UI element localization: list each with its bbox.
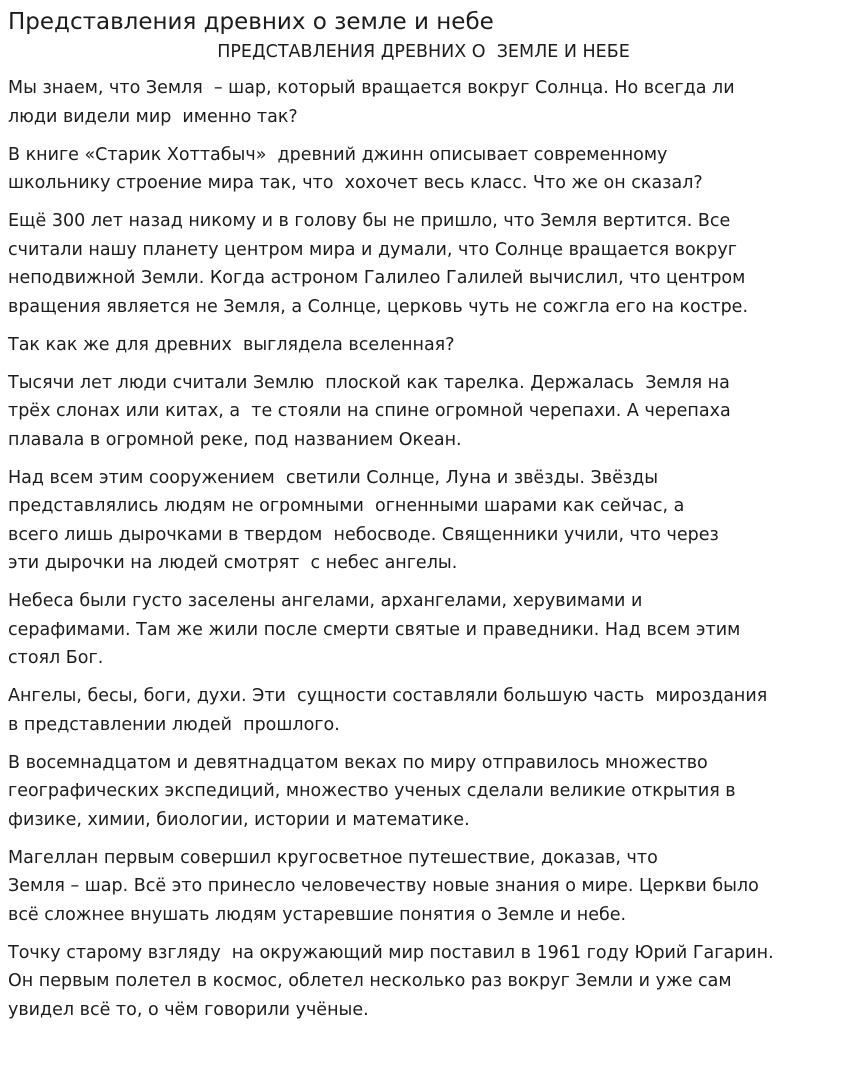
text-line: в представлении людей прошлого. — [8, 714, 340, 735]
text-line: Тысячи лет люди считали Землю плоской как тарелка. Держалась Земля на — [8, 372, 730, 393]
text-line: плавала в огромной реке, под названием Океан. — [8, 429, 462, 450]
text-line: Над всем этим сооружением светили Солнце, Луна и звёзды. Звёзды — [8, 467, 659, 488]
document-body — [8, 74, 839, 1024]
text-line: серафимами. Там же жили после смерти святые и праведники. Над всем этим — [8, 619, 741, 640]
text-line: В восемнадцатом и девятнадцатом веках по миру отправилось множество — [8, 752, 708, 773]
paragraph — [8, 939, 839, 1025]
paragraph — [8, 331, 839, 360]
text-line: люди видели мир именно так? — [8, 106, 298, 127]
text-line: Так как же для древних выглядела вселенная? — [8, 334, 455, 355]
paragraph — [8, 749, 839, 835]
text-line: Небеса были густо заселены ангелами, архангелами, херувимами и — [8, 591, 643, 611]
paragraph — [8, 587, 839, 673]
text-line: Ещё 300 лет назад никому и в голову бы не пришло, что Земля вертится. Все — [8, 211, 731, 231]
text-line: физике, химии, биологии, истории и математике. — [8, 809, 470, 830]
text-line: вращения является не Земля, а Солнце, церковь чуть не сожгла его на костре. — [8, 296, 749, 317]
text-line: трёх слонах или китах, а те стояли на спине огромной черепахи. А черепаха — [8, 401, 731, 421]
text-line: всего лишь дырочками в твердом небосводе. Священники учили, что через — [8, 524, 719, 545]
paragraph — [8, 844, 839, 930]
paragraph — [8, 207, 839, 321]
text-line: эти дырочки на людей смотрят с небес ангелы. — [8, 553, 458, 573]
text-line: В книге «Старик Хоттабыч» древний джинн описывает современному — [8, 144, 668, 165]
paragraph — [8, 369, 839, 455]
text-line: представлялись людям не огромными огненными шарами как сейчас, а — [8, 496, 685, 516]
text-line: стоял Бог. — [8, 648, 104, 668]
paragraph — [8, 464, 839, 578]
text-line: всё сложнее внушать людям устаревшие понятия о Земле и небе. — [8, 904, 627, 925]
document-subtitle: ПРЕДСТАВЛЕНИЯ ДРЕВНИХ О ЗЕМЛЕ И НЕБЕ — [217, 42, 630, 62]
text-line: Земля – шар. Всё это принесло человечеству новые знания о мире. Церкви было — [8, 876, 759, 896]
paragraph — [8, 74, 839, 131]
paragraph — [8, 141, 839, 198]
text-line: увидел всё то, о чём говорили учёные. — [8, 999, 369, 1020]
text-line: неподвижной Земли. Когда астроном Галилео Галилей вычислил, что центром — [8, 268, 746, 288]
text-line: Он первым полетел в космос, облетел несколько раз вокруг Земли и уже сам — [8, 971, 732, 991]
paragraph — [8, 682, 839, 739]
text-line: Магеллан первым совершил кругосветное путешествие, доказав, что — [8, 847, 658, 868]
text-line: Ангелы, бесы, боги, духи. Эти сущности составляли большую часть мироздания — [8, 686, 768, 706]
text-line: Мы знаем, что Земля – шар, который вращается вокруг Солнца. Но всегда ли — [8, 78, 735, 98]
page-title: Представления древних о земле и небе — [8, 9, 494, 35]
text-line: считали нашу планету центром мира и думали, что Солнце вращается вокруг — [8, 239, 737, 260]
text-line: Точку старому взгляду на окружающий мир поставил в 1961 году Юрий Гагарин. — [8, 942, 774, 963]
text-line: географических экспедиций, множество ученых сделали великие открытия в — [8, 781, 736, 801]
text-line: школьнику строение мира так, что хохочет весь класс. Что же он сказал? — [8, 173, 703, 193]
